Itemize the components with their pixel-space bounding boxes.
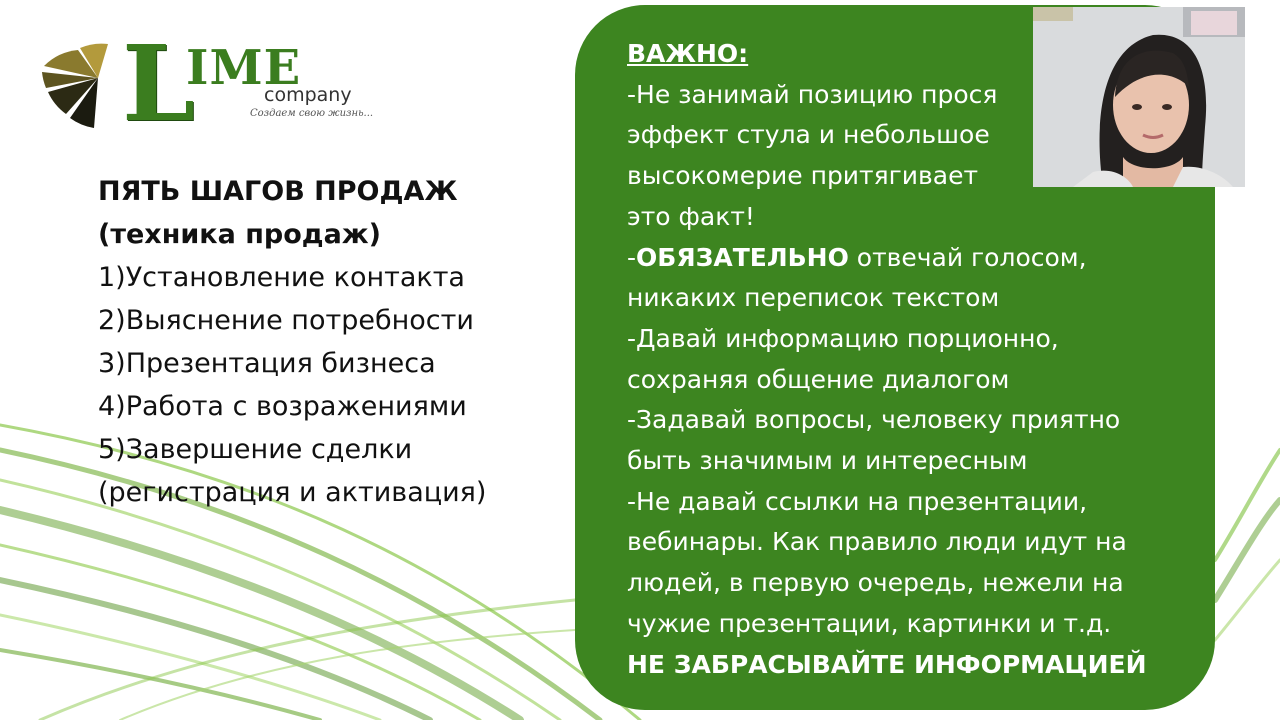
panel-line: никаких переписок текстом <box>627 283 1000 313</box>
mandatory-bold: ОБЯЗАТЕЛЬНО <box>636 242 849 272</box>
sales-steps-list <box>98 170 568 514</box>
panel-line-mandatory <box>627 238 1207 279</box>
webcam-overlay <box>1033 7 1245 187</box>
panel-line: -Не давай ссылки на презентации, <box>627 486 1088 516</box>
panel-final-line: НЕ ЗАБРАСЫВАЙТЕ ИНФОРМАЦИЕЙ <box>627 649 1147 679</box>
lime-company-logo <box>38 22 378 145</box>
panel-line: эффект стула и небольшое <box>627 120 990 150</box>
logo-slogan: Создаем свою жизнь... <box>250 108 374 119</box>
list-item: 2)Выяснение потребности <box>98 305 474 336</box>
mandatory-rest: отвечай голосом, <box>848 242 1087 272</box>
logo-letter: L <box>122 22 196 145</box>
list-title-line-2: (техника продаж) <box>98 219 381 250</box>
panel-line: -Задавай вопросы, человеку приятно <box>627 405 1121 435</box>
panel-line: это факт! <box>627 201 755 231</box>
panel-line: высокомерие притягивает <box>627 161 979 191</box>
panel-line: чужие презентации, картинки и т.д. <box>627 608 1112 638</box>
logo-word: IME <box>186 40 302 96</box>
panel-line: -Давай информацию порционно, <box>627 323 1059 353</box>
mandatory-prefix: - <box>627 242 637 272</box>
list-item: 1)Установление контакта <box>98 262 465 293</box>
panel-line: вебинары. Как правило люди идут на <box>627 527 1127 557</box>
panel-line: людей, в первую очередь, нежели на <box>627 568 1124 598</box>
panel-line: сохраняя общение диалогом <box>627 364 1010 394</box>
panel-line: -Не занимай позицию прося <box>627 79 998 109</box>
panel-heading: ВАЖНО: <box>627 39 749 68</box>
list-title-line-1: ПЯТЬ ШАГОВ ПРОДАЖ <box>98 176 458 207</box>
list-item: 3)Презентация бизнеса <box>98 348 436 379</box>
presenter-video <box>1033 7 1245 187</box>
list-item: (регистрация и активация) <box>98 477 487 508</box>
logo-sub: company <box>264 84 352 106</box>
list-item: 5)Завершение сделки <box>98 434 413 465</box>
list-item: 4)Работа с возражениями <box>98 391 467 422</box>
panel-line: быть значимым и интересным <box>627 446 1028 476</box>
